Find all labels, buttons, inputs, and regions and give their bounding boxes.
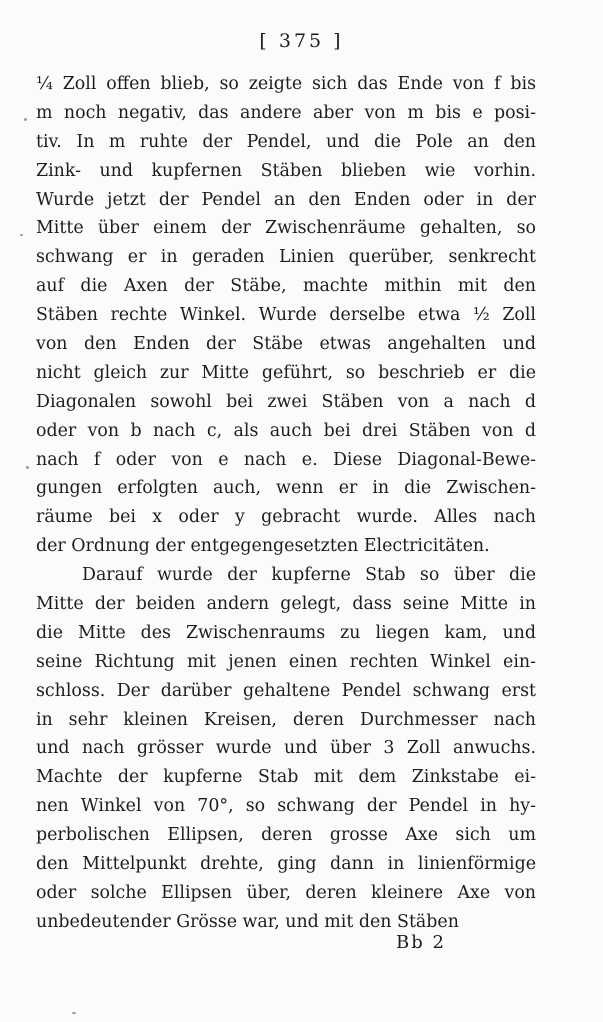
text-line: und nach grösser wurde und über 3 Zoll anwuchs. [36, 738, 536, 759]
text-line: nach f oder von e nach e. Diese Diagonal-Bewe- [36, 449, 536, 470]
text-line: Mitte der beiden andern gelegt, dass seine Mitte in [36, 594, 536, 615]
ink-speck [26, 466, 29, 469]
text-line: gungen erfolgten auch, wenn er in die Zwischen- [36, 478, 536, 499]
text-line: tiv. In m ruhte der Pendel, und die Pole an den [36, 131, 536, 152]
paragraph-2 [36, 561, 536, 937]
text-line: oder solche Ellipsen über, deren kleinere Axe von [36, 882, 536, 903]
text-line: ¼ Zoll offen blieb, so zeigte sich das Ende von f bis [36, 74, 536, 94]
text-line: Wurde jetzt der Pendel an den Enden oder in der [36, 189, 536, 210]
text-line: räume bei x oder y gebracht wurde. Alles nach [36, 507, 536, 528]
text-line: den Mittelpunkt drehte, ging dann in linienförmige [36, 854, 536, 875]
signature-mark: Bb 2 [396, 932, 446, 953]
text-line: in sehr kleinen Kreisen, deren Durchmesser nach [36, 709, 536, 730]
body-text [36, 70, 536, 937]
text-line: Darauf wurde der kupferne Stab so über die [82, 565, 536, 586]
text-line: oder von b nach c, als auch bei drei Stäben von d [36, 420, 536, 441]
text-line: nicht gleich zur Mitte geführt, so beschrieb er die [36, 362, 536, 383]
page-number: [ 375 ] [259, 30, 344, 52]
text-line: von den Enden der Stäbe etwas angehalten und [36, 334, 536, 355]
text-line: der Ordnung der entgegengesetzten Electricitäten. [36, 536, 490, 557]
text-line: unbedeutender Grösse war, und mit den Stäben [36, 911, 459, 932]
text-line: m noch negativ, das andere aber von m bis e posi- [36, 102, 536, 123]
paragraph-1 [36, 70, 536, 561]
text-line: schloss. Der darüber gehaltene Pendel schwang erst [36, 680, 536, 701]
text-line: auf die Axen der Stäbe, machte mithin mit den [36, 276, 536, 297]
ink-speck [20, 234, 23, 236]
text-line: Machte der kupferne Stab mit dem Zinkstabe ei- [36, 767, 536, 788]
ink-speck [24, 118, 27, 121]
text-line: seine Richtung mit jenen einen rechten Winkel ein- [36, 651, 536, 672]
text-line: schwang er in geraden Linien querüber, senkrecht [36, 247, 536, 268]
text-line: Diagonalen sowohl bei zwei Stäben von a nach d [36, 391, 536, 412]
text-line: Zink- und kupfernen Stäben blieben wie vorhin. [36, 160, 536, 181]
text-line: Stäben rechte Winkel. Wurde derselbe etwa ½ Zoll [36, 305, 536, 326]
text-line: perbolischen Ellipsen, deren grosse Axe sich um [36, 825, 536, 846]
text-line: nen Winkel von 70°, so schwang der Pendel in hy- [36, 796, 536, 817]
text-line: die Mitte des Zwischenraums zu liegen kam, und [36, 622, 536, 643]
ink-speck [72, 1012, 76, 1014]
text-line: Mitte über einem der Zwischenräume gehalten, so [36, 218, 536, 239]
